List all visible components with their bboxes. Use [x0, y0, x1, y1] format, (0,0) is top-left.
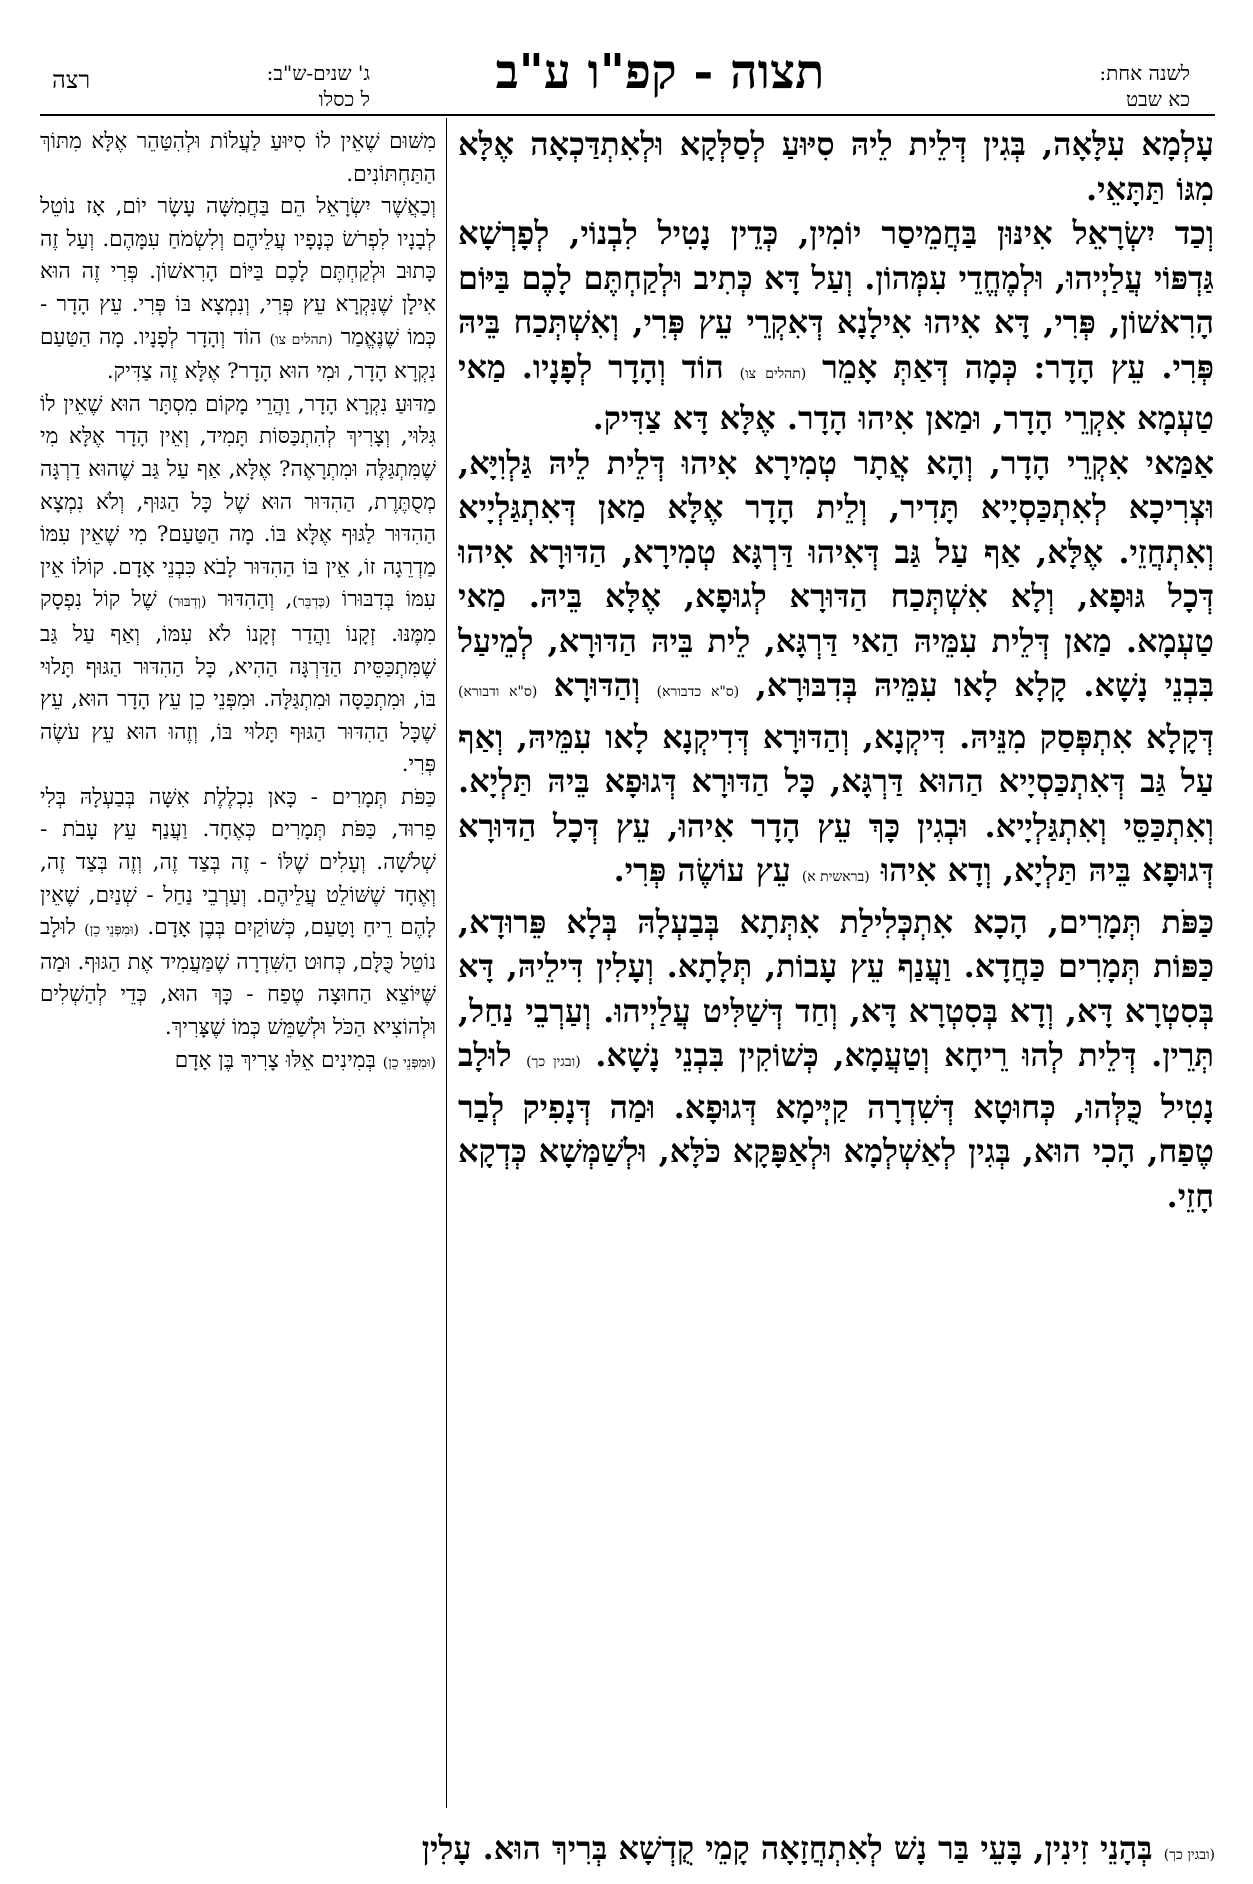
translation-text: הוֹד וְהָדָר לְפָנָיו. מָה הַטַּעַם נִקְרָא הָדָר, וּמִי הוּא הָדָר? אֶלָּא זֶה צַדִּיק.	[40, 324, 436, 385]
main-paragraph	[458, 122, 1214, 211]
main-text: עֵץ עוֹשֶׂה פְּרִי.	[613, 851, 791, 889]
schedule-three-years-date: ל כסלו	[318, 87, 370, 111]
main-text: הוֹד וְהָדָר לְפָנָיו. מַאי טַעְמָא אִקְרֵי הָדָר, וּמַאן אִיהוּ הָדָר. אֶלָּא דָּא צַדִּיק.	[458, 347, 1214, 437]
main-text: וְכַד יִשְׂרָאֵל אִינּוּן בַּחֲמֵיסַר יוֹמִין, כְּדֵין נָטִיל לִבְנוֹי, לְפָרְשָׁא גַּדְפּוֹי עֲלַיְיהוּ, וּלְמֶחֱדֵי עִמְּהוֹן. וְעַל דָּא כְּתִיב וּלְקַחְתֶּם לָכֶם בַּיּוֹם הָרִאשׁוֹן, פְּרִי, דָּא אִיהוּ אִילָנָא דְּאִקְרֵי עֵץ פְּרִי, וְאִשְׁתְּכַח בֵּיהּ פְּרִי. עֵץ הָדָר: כְּמָה דְּאַתְּ אָמֵר	[458, 214, 1214, 386]
translation-text: מַדּוּעַ נִקְרָא הָדָר, וַהֲרֵי מָקוֹם מִסְתָּר הוּא שֶׁאֵין לוֹ גִּלּוּי, וְצָרִיךְ לְהִתְכַּסּוֹת תָּמִיד, וְאֵין הָדָר אֶלָּא מִי שֶׁמִּתְגַּלֶּה וּמִתְרָאֶה? אֶלָּא, אַף עַל גַּב שֶׁהוּא דַרְגָּה מְסֻתֶּרֶת, הַהִדּוּר הוּא שֶׁל כָּל הַגּוּף, וְלֹא נִמְצָא הַהִדּוּר לַגּוּף אֶלָּא בּוֹ. מָה הַטַּעַם? מִי שֶׁאֵין עִמּוֹ מַדְרֵגָה זוֹ, אֵין בּוֹ הַהִדּוּר לָבֹא כִּבְנֵי אָדָם. קוֹלוֹ אֵין עִמּוֹ בְּדִבּוּרוֹ	[40, 391, 436, 613]
aramaic-text-column	[458, 122, 1214, 1812]
translation-text: , וְהַהִדּוּר	[217, 587, 293, 613]
continuation-text: בְּהָנֵי זִינִין, בָּעֵי בַּר נָשׁ לְאִתְחֲזָאָה קָמֵי קֻדְשָׁא בְּרִיךְ הוּא. עָלִין	[421, 1829, 1153, 1867]
schedule-three-years-label: ג' שנים-ש"ב:	[266, 61, 370, 85]
page-title: תצוה - קפ"ו ע"ב	[495, 44, 825, 100]
header-divider	[40, 114, 1215, 116]
variant-reference: (כְּדִבֵּר)	[292, 594, 331, 611]
continuation-line	[40, 1824, 1215, 1874]
translation-paragraph	[40, 782, 436, 1045]
schedule-one-year-date: כא שבט	[1125, 87, 1190, 111]
source-reference: (בראשית א)	[801, 869, 870, 885]
main-text: וְהַדּוּרָא	[553, 666, 641, 704]
source-reference: (תהלים צו)	[739, 365, 807, 382]
main-text: עָלְמָא עִלָּאָה, בְּגִין דְּלֵית לֵיהּ סִיּוּעַ לְסַלְּקָא וּלְאִתְדַּכְאָה אֶלָּא מִגּוֹ תַּתָּאֵי.	[458, 125, 1214, 208]
page-number: רצה	[52, 66, 91, 94]
translation-paragraph	[40, 1045, 436, 1080]
cross-reference: (ובגין כך)	[526, 1054, 581, 1070]
translation-text: כַּפֹּת תְּמָרִים - כָּאן נִכְלֶלֶת אִשָּׁה בְּבַעְלָהּ בְּלִי פֵרוּד, כַּפֹּת תְּמָרִים כְּאֶחָד. וַעֲנַף עֵץ עָבֹת - שְׁלֹשָׁה. וְעָלִים שֶׁלּוֹ - זֶה בְּצַד זֶה, וְזֶה בְּצַד זֶה, וְאֶחָד שֶׁשּׁוֹלֵט עֲלֵיהֶם. וְעַרְבֵי נַחַל - שְׁנַיִם, שֶׁאֵין לָהֶם רֵיחַ וָטַעַם, כְּשׁוֹקַיִם בְּבֶן אָדָם.	[40, 784, 436, 941]
translation-text: לוּלָב נוֹטֵל כֻּלָּם, כְּחוּט הַשִּׁדְרָה שֶׁמַּעֲמִיד אֶת הַגּוּף. וּמַה שֶּׁיּוֹצֵא הַחוּצָה טֶפַח - כָּךְ הוּא, כְּדֵי לְהַשְׁלִים וּלְהוֹצִיא הַכֹּל וּלְשַׁמֵּשׁ כְּמוֹ שֶׁצָּרִיךְ.	[40, 915, 436, 1041]
source-reference: (תהלים צו)	[269, 331, 333, 348]
column-divider	[446, 118, 447, 1808]
translation-paragraph	[40, 126, 436, 191]
translation-paragraph	[40, 191, 436, 389]
translation-text: שֶׁל קוֹל נִפְסָק מִמֶּנּוּ. זְקָנוֹ וַהֲדַר זְקָנוֹ לֹא עִמּוֹ, וְאַף עַל גַּב שֶׁמִּתְכַּסֵּית הַדַּרְגָּה הַהִיא, כָּל הַהִדּוּר הַגּוּף תָּלוּי בּוֹ, וּמִתְכַּסָּה וּמִתְגַּלָּה. וּמִפְּנֵי כֵן עֵץ הָדָר הוּא, עֵץ שֶׁכָּל הַהִדּוּר הַגּוּף תָּלוּי בּוֹ, וְזֶהוּ הוּא עֵץ עֹשֶׂה פְּרִי.	[40, 587, 436, 778]
main-text: כַּפֹּת תְּמָרִים, הָכָא אִתְכְּלִילַת אִתְּתָא בְּבַעְלָהּ בְּלָא פֵּרוּדָא, כַּפּוֹת תְּמָרִים כַּחֲדָא. וַעֲנַף עֵץ עָבוֹת, תְּלָתָא. וְעָלִין דִּילֵיהּ, דָּא בְּסִטְרָא דָּא, וְדָא בְּסִטְרָא דָּא, וְחַד דְּשַׁלִּיט עֲלַיְיהוּ. וְעַרְבֵי נַחַל, תְּרֵין. דְּלֵית לְהוּ רֵיחָא וְטַעֲמָא, כְּשׁוֹקִין בִּבְנֵי נָשָׁא.	[458, 902, 1214, 1074]
main-text: דְּקָלָא אִתְפְּסַק מִנֵּיהּ. דִּיקְנָא, וְהַדּוּרָא דְּדִיקְנָא לָאו עִמֵּיהּ, וְאַף עַל גַּב דְּאִתְכַּסְיָיא הַהוּא דַּרְגָּא, כָּל הַדּוּרָא דְּגוּפָא בֵּיהּ תַּלְיָא. וְאִתְכַּסֵּי וְאִתְגַּלְיָיא. וּבְגִין כָּךְ עֵץ הָדָר אִיהוּ, עֵץ דְּכָל הַדּוּרָא דְּגוּפָא בֵּיהּ תַּלְיָא, וְדָא אִיהוּ	[458, 717, 1214, 889]
main-paragraph	[458, 441, 1214, 900]
variant-reference: (וְדִבּוּר)	[168, 594, 207, 611]
schedule-three-years	[140, 60, 370, 112]
main-paragraph	[458, 900, 1214, 1219]
main-text: לוּלָב נָטִיל כֻּלְּהוּ, כְּחוּטָא דְּשִׁדְרָה קַיְּימָא דְּגוּפָא. וּמַה דְּנָפִיק לְבַר טֶפַח, הָכִי הוּא, בְּגִין לְאַשְׁלְמָא וּלְאַפָּקָא כֹּלָּא, וּלְשַׁמְּשָׁא כְּדְקָא חָזֵי.	[458, 1036, 1214, 1215]
hebrew-translation-column	[40, 126, 436, 1816]
schedule-one-year-label: לשנה אחת:	[1099, 61, 1190, 85]
cross-reference: (וּמִפְּנֵי כֵן)	[382, 1054, 436, 1071]
translation-text: בְּמִינִים אֵלּוּ צָרִיךְ בֶּן אָדָם	[174, 1047, 376, 1073]
page-header	[0, 0, 1253, 110]
translation-text: מִשּׁוּם שֶׁאֵין לוֹ סִיּוּעַ לַעֲלוֹת וּלְהִטַּהֵר אֶלָּא מִתּוֹךְ הַתַּחְתּוֹנִים.	[40, 129, 436, 187]
main-paragraph	[458, 211, 1214, 441]
variant-reference: (ס"א ודבורא)	[458, 684, 538, 700]
cross-reference: (ובגין כך)	[1163, 1847, 1215, 1863]
schedule-one-year	[950, 60, 1190, 112]
translation-paragraph	[40, 389, 436, 782]
cross-reference: (וּמִפְּנֵי כֵן)	[84, 922, 139, 939]
variant-reference: (ס"א כדבורא)	[656, 684, 740, 700]
main-text: אַמַּאי אִקְרֵי הָדָר, וְהָא אֲתָר טְמִירָא אִיהוּ דְּלֵית לֵיהּ גַּלְוִיָּא, וּצְרִיכָא לְאִתְכַּסְיָיא תָּדִיר, וְלֵית הָדָר אֶלָּא מַאן דְּאִתְגַּלְיָיא וְאִתְחֲזֵי. אֶלָּא, אַף עַל גַּב דְּאִיהוּ דַּרְגָּא טְמִירָא, הַדּוּרָא אִיהוּ דְּכָל גּוּפָא, וְלָא אִשְׁתְּכַח הַדּוּרָא לְגוּפָא, אֶלָּא בֵּיהּ. מַאי טַעְמָא. מַאן דְּלֵית עִמֵּיהּ הַאי דַּרְגָּא, לֵית בֵּיהּ הַדּוּרָא, לְמֵיעַל בִּבְנֵי נָשָׁא. קָלָא לָאו עִמֵּיהּ בְּדִבּוּרָא,	[458, 443, 1214, 704]
translation-text: וְכַאֲשֶׁר יִשְׂרָאֵל הֵם בַּחֲמִשָּׁה עָשָׂר יוֹם, אָז נוֹטֵל לְבָנָיו לִפְרֹשׂ כְּנָפָיו עֲלֵיהֶם וְלִשְׂמֹחַ עִמָּהֶם. וְעַל זֶה כָּתוּב וּלְקַחְתֶּם לָכֶם בַּיּוֹם הָרִאשׁוֹן. פְּרִי זֶה הוּא אִילָן שֶׁנִּקְרָא עֵץ פְּרִי, וְנִמְצָא בּוֹ פְּרִי. עֵץ הָדָר - כְּמוֹ שֶׁנֶּאֱמַר	[40, 194, 436, 350]
